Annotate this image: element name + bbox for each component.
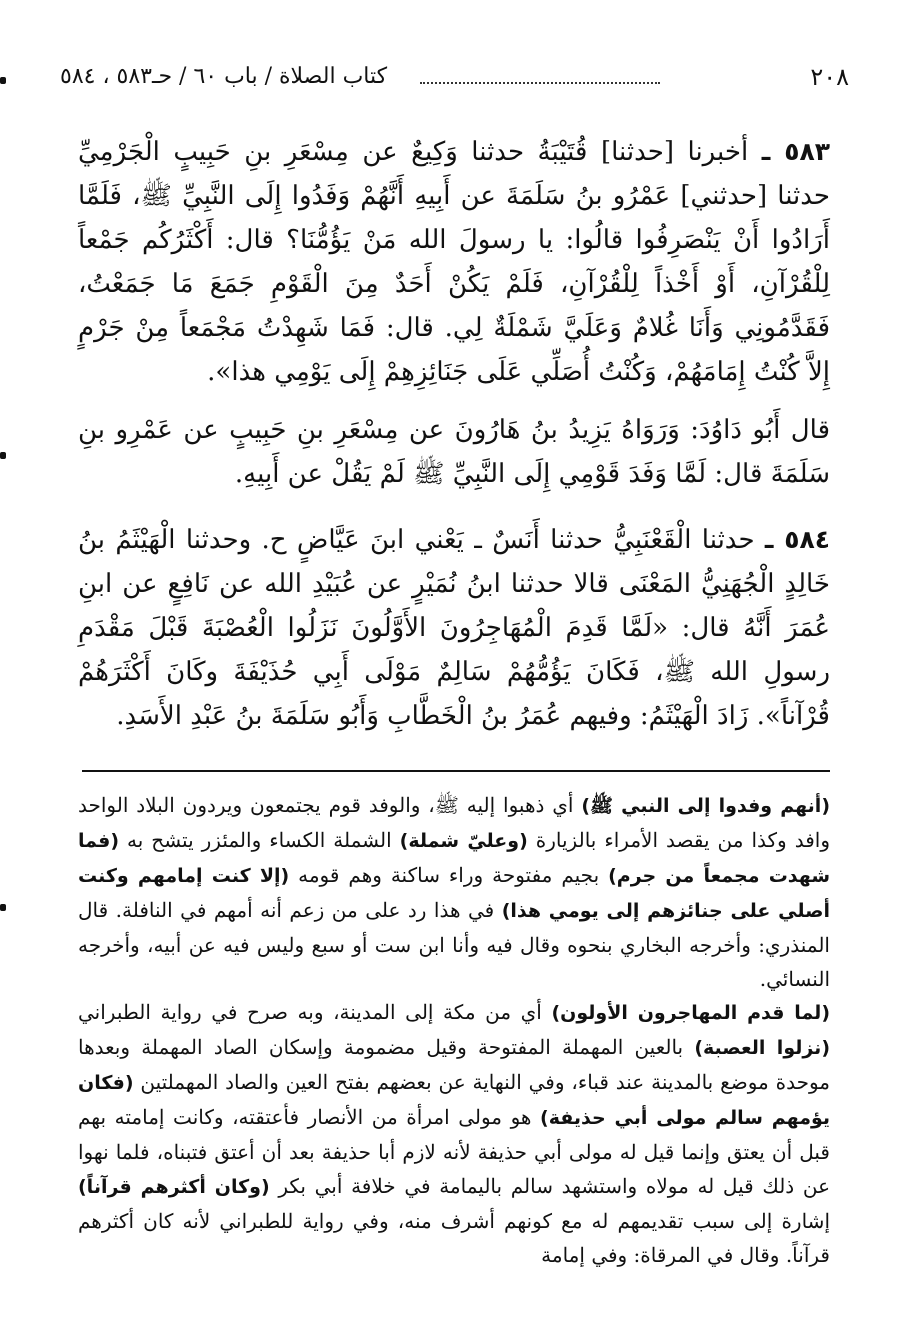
running-title: كتاب الصلاة / باب ٦٠ / حـ٥٨٣ ، ٥٨٤ — [60, 64, 388, 89]
commentary-lemma: (وكان أكثرهم قرآناً) — [78, 1176, 270, 1198]
commentary-lemma: (فما شهدت مجمعاً من جرم) — [78, 830, 831, 887]
hadith-number: ٥٨٤ ـ — [764, 525, 831, 554]
commentary-text: إشارة إلى سبب تقديمهم له مع كونهم أشرف منه، وفي رواية للطبراني لأنه كان أكثرهم قرآناً. وقال في المرقاة: وفي إمامة — [78, 1209, 830, 1267]
hadith-number: ٥٨٣ ـ — [761, 137, 830, 166]
hadith-584 — [78, 518, 830, 738]
commentary-text: هو مولى امرأة من الأنصار فأعتقته، وكانت إمامته بهم قبل أن يعتق وإنما قيل له مولى أبي حذيفة لأنه لازم أبا حذيفة بعد أن أعتق فتبناه، فلما نهوا عن ذلك قيل له مولاه واستشهد سالم باليمامة في خلافة أبي بكر — [78, 1105, 831, 1198]
commentary-lemma: (أنهم وفدوا إلى النبي ﷺ) — [581, 795, 831, 817]
abu-dawud-note: قال أَبُو دَاوُدَ: وَرَوَاهُ يَزِيدُ بنُ هَارُونَ عن مِسْعَرِ بنِ حَبِيبٍ عن عَمْرِو بنِ سَلَمَةَ قال: لَمَّا وَفَدَ قَوْمِي إِلَى النَّبِيِّ ﷺ لَمْ يَقُلْ عن أَبِيهِ. — [78, 415, 830, 489]
commentary-lemma: (فكان يؤمهم سالم مولى أبي حذيفة) — [78, 1072, 831, 1129]
scan-margin-mark — [0, 904, 6, 911]
scan-margin-mark — [0, 452, 6, 459]
commentary-lemma: (إلا كنت إمامهم وكنت أصلي على جنائزهم إلى يومي هذا) — [78, 865, 830, 922]
hadith-583 — [78, 130, 830, 394]
commentary-lemma: (وعليّ شملة) — [399, 830, 528, 852]
scan-margin-mark — [0, 77, 6, 84]
page-number: ٢٠٨ — [810, 63, 849, 91]
commentary-block-1 — [78, 788, 830, 996]
hadith-body: حدثنا الْقَعْنَبِيُّ حدثنا أَنَسٌ ـ يَعْني ابنَ عَيَّاضٍ ح. وحدثنا الْهَيْثَمُ بنُ خَالِدٍ الْجُهَنِيُّ المَعْنَى قالا حدثنا ابنُ نُمَيْرٍ عن عُبَيْدِ الله عن نَافِعٍ عن ابنِ عُمَرَ أَنَّهُ قال: «لَمَّا قَدِمَ الْمُهَاجِرُونَ الأَوَّلُونَ نَزَلُوا الْعُصْبَةَ قَبْلَ مَقْدَمِ رسولِ الله ﷺ، فَكَانَ يَؤُمُّهُمْ سَالِمٌ مَوْلَى أَبِي حُذَيْفَةَ وكَانَ أَكْثَرَهُمْ قُرْآناً». زَادَ الْهَيْثَمُ: وفيهم عُمَرُ بنُ الْخَطَّابِ وَأَبُو سَلَمَةَ بنُ عَبْدِ الأَسَدِ. — [78, 525, 830, 731]
footnote-separator — [82, 770, 830, 772]
header-leader-dots — [420, 58, 660, 84]
commentary-text: الشملة الكساء والمئزر يتشح به — [119, 828, 400, 852]
commentary-lemma: (نزلوا العصبة) — [694, 1037, 830, 1059]
commentary-text: في هذا رد على من زعم أنه أمهم في النافلة. قال المنذري: وأخرجه البخاري بنحوه وقال فيه وأنا ابن ست أو سبع وليس فيه عن أبيه، وأخرجه النسائي. — [78, 898, 830, 991]
commentary-block-2 — [78, 995, 830, 1272]
hadith-body: أخبرنا [حدثنا] قُتَيْبَةُ حدثنا وَكِيعٌ عن مِسْعَرِ بنِ حَبِيبٍ الْجَرْمِيِّ حدثنا [حدثني] عَمْرُو بنُ سَلَمَةَ عن أَبِيهِ أَنَّهُمْ وَفَدُوا إِلَى النَّبِيِّ ﷺ، فَلَمَّا أَرَادُوا أَنْ يَنْصَرِفُوا قالُوا: يا رسولَ الله مَنْ يَؤُمُّنَا؟ قال: أَكْثَرُكُم جَمْعاً لِلْقُرْآنِ، أَوْ أَخْذاً لِلْقُرْآنِ، فَلَمْ يَكُنْ أَحَدٌ مِنَ الْقَوْمِ جَمَعَ مَا جَمَعْتُ، فَقَدَّمُونِي وَأَنَا غُلامٌ وَعَلَيَّ شَمْلَةٌ لِي. قال: فَمَا شَهِدْتُ مَجْمَعاً مِنْ جَرْمٍ إِلاَّ كُنْتُ إِمَامَهُمْ، وَكُنْتُ أُصَلِّي عَلَى جَنَائِزِهِمْ إِلَى يَوْمِي هذا». — [78, 137, 830, 387]
commentary-text: بجيم مفتوحة وراء ساكنة وهم قومه — [289, 863, 609, 887]
commentary-lemma: (لما قدم المهاجرون الأولون) — [551, 1002, 830, 1024]
commentary-text: بالعين المهملة المفتوحة وقيل مضمومة وإسكان الصاد المهملة وبعدها موحدة موضع بالمدينة عند قباء، وفي النهاية عن بعضهم بفتح العين والصاد المهملتين — [78, 1035, 830, 1094]
commentary-text: أي ذهبوا إليه ﷺ، والوفد قوم يجتمعون ويردون البلاد الواحد وافد وكذا من يقصد الأمراء بالزيارة — [78, 793, 830, 852]
commentary-text: أي من مكة إلى المدينة، وبه صرح في رواية الطبراني — [78, 1000, 552, 1024]
